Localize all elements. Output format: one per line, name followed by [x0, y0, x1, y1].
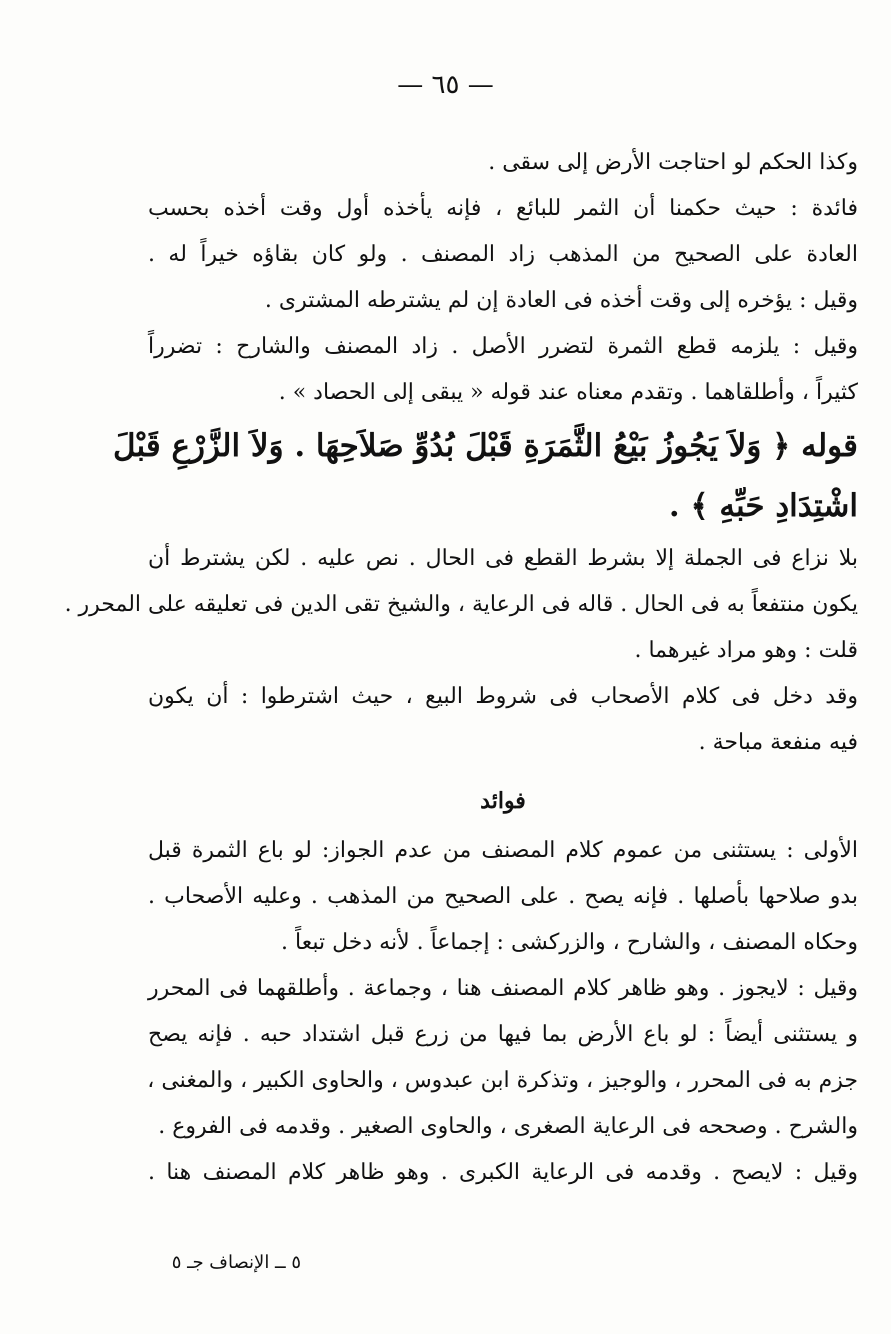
quoted-text-line: اشْتِدَادِ حَبِّهِ ﴾ .	[668, 488, 858, 524]
text-line: فيه منفعة مباحة .	[698, 730, 858, 755]
text-line: الأولى : يستثنى من عموم كلام المصنف من عدم الجواز: لو باع الثمرة قبل	[148, 838, 858, 863]
text-line: العادة على الصحيح من المذهب زاد المصنف . ولو كان بقاؤه خيراً له .	[148, 242, 858, 267]
text-line: قلت : وهو مراد غيرهما .	[634, 638, 858, 663]
page-number: — ٦٥ —	[397, 70, 494, 100]
text-line: وحكاه المصنف ، والشارح ، والزركشى : إجماعاً . لأنه دخل تبعاً .	[281, 930, 858, 955]
text-line: والشرح . وصححه فى الرعاية الصغرى ، والحاوى الصغير . وقدمه فى الفروع .	[158, 1114, 858, 1139]
text-line: بدو صلاحها بأصلها . فإنه يصح . على الصحيح من المذهب . وعليه الأصحاب .	[148, 884, 858, 909]
text-line: وقيل : يلزمه قطع الثمرة لتضرر الأصل . زاد المصنف والشارح : تضرراً	[148, 334, 858, 359]
section-heading: فوائد	[480, 788, 526, 814]
text-line: جزم به فى المحرر ، والوجيز ، وتذكرة ابن عبدوس ، والحاوى الكبير ، والمغنى ،	[147, 1068, 858, 1093]
text-line: وقيل : لايجوز . وهو ظاهر كلام المصنف هنا ، وجماعة . وأطلقهما فى المحرر	[148, 976, 858, 1001]
text-line: وكذا الحكم لو احتاجت الأرض إلى سقى .	[488, 150, 858, 175]
text-line: بلا نزاع فى الجملة إلا بشرط القطع فى الحال . نص عليه . لكن يشترط أن	[148, 546, 858, 571]
text-line: وقيل : لايصح . وقدمه فى الرعاية الكبرى . وهو ظاهر كلام المصنف هنا .	[148, 1160, 858, 1185]
quoted-text-line: قوله ﴿ وَلاَ يَجُوزُ بَيْعُ الثَّمَرَةِ قَبْلَ بُدُوِّ صَلاَحِهَا . وَلاَ الزَّرْعِ قَبْلَ	[113, 428, 858, 464]
text-line: كثيراً ، وأطلقاهما . وتقدم معناه عند قوله « يبقى إلى الحصاد » .	[278, 380, 858, 405]
text-line: وقيل : يؤخره إلى وقت أخذه فى العادة إن لم يشترطه المشترى .	[264, 288, 858, 313]
text-line: فائدة : حيث حكمنا أن الثمر للبائع ، فإنه يأخذه أول وقت أخذه بحسب	[148, 196, 858, 221]
body-text	[64, 140, 858, 1196]
text-line: يكون منتفعاً به فى الحال . قاله فى الرعاية ، والشيخ تقى الدين فى تعليقه على المحرر .	[64, 592, 858, 617]
text-line: وقد دخل فى كلام الأصحاب فى شروط البيع ، حيث اشترطوا : أن يكون	[148, 684, 858, 709]
page-footer-signature: ٥ ــ الإنصاف جـ ٥	[171, 1252, 301, 1273]
text-line: و يستثنى أيضاً : لو باع الأرض بما فيها من زرع قبل اشتداد حبه . فإنه يصح	[148, 1022, 858, 1047]
